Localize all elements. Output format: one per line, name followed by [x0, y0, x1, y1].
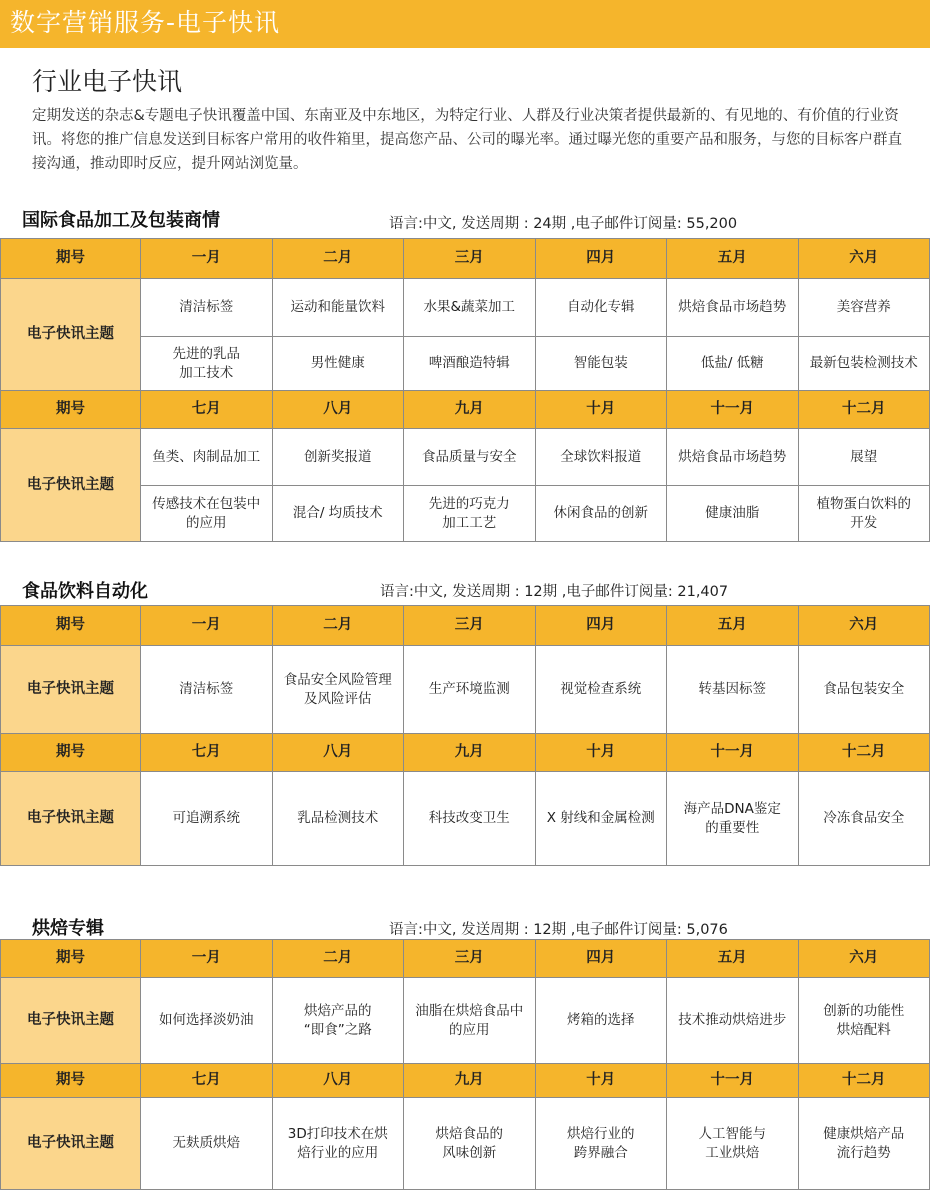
topic-row — [1, 337, 930, 391]
header-row — [1, 239, 930, 279]
topic-cell: 视觉检查系统 — [535, 646, 667, 734]
header-cell: 十月 — [535, 391, 667, 429]
header-cell: 二月 — [272, 940, 404, 978]
header-cell: 七月 — [141, 734, 273, 772]
header-cell: 期号 — [1, 606, 141, 646]
topic-cell: 智能包装 — [535, 337, 667, 391]
row-label: 电子快讯主题 — [1, 429, 141, 542]
topic-cell: 食品包装安全 — [798, 646, 930, 734]
topic-row — [1, 486, 930, 542]
header-cell: 六月 — [798, 940, 930, 978]
header-cell: 十月 — [535, 734, 667, 772]
header-row — [1, 734, 930, 772]
header-cell: 期号 — [1, 1064, 141, 1098]
topic-cell: 烘焙食品市场趋势 — [667, 279, 799, 337]
topic-row — [1, 429, 930, 486]
topic-cell: 人工智能与 工业烘焙 — [667, 1098, 799, 1190]
header-cell: 十一月 — [667, 1064, 799, 1098]
header-cell: 八月 — [272, 1064, 404, 1098]
topic-cell: 烘焙食品市场趋势 — [667, 429, 799, 486]
topic-cell: X 射线和金属检测 — [535, 772, 667, 866]
section-meta: 语言:中文, 发送周期 : 24期 ,电子邮件订阅量: 55,200 — [389, 216, 738, 232]
header-row — [1, 391, 930, 429]
header-cell: 十二月 — [798, 391, 930, 429]
topic-cell: 食品质量与安全 — [404, 429, 536, 486]
header-cell: 八月 — [272, 391, 404, 429]
header-cell: 四月 — [535, 606, 667, 646]
topic-cell: 3D打印技术在烘 焙行业的应用 — [272, 1098, 404, 1190]
row-label: 电子快讯主题 — [1, 978, 141, 1064]
row-label: 电子快讯主题 — [1, 772, 141, 866]
topic-cell: 混合/ 均质技术 — [272, 486, 404, 542]
topic-cell: 烘焙食品的 风味创新 — [404, 1098, 536, 1190]
newsletter-table — [0, 939, 930, 1190]
topic-cell: 休闲食品的创新 — [535, 486, 667, 542]
topic-cell: 创新的功能性 烘焙配料 — [798, 978, 930, 1064]
topic-cell: 烘焙行业的 跨界融合 — [535, 1098, 667, 1190]
header-cell: 二月 — [272, 606, 404, 646]
topic-cell: 油脂在烘焙食品中 的应用 — [404, 978, 536, 1064]
topic-cell: 如何选择淡奶油 — [141, 978, 273, 1064]
topic-cell: 海产品DNA鉴定 的重要性 — [667, 772, 799, 866]
header-cell: 十二月 — [798, 1064, 930, 1098]
row-label: 电子快讯主题 — [1, 279, 141, 391]
header-row — [1, 1064, 930, 1098]
topic-row — [1, 1098, 930, 1190]
topic-cell: 水果&蔬菜加工 — [404, 279, 536, 337]
header-cell: 九月 — [404, 734, 536, 772]
topic-cell: 科技改变卫生 — [404, 772, 536, 866]
topic-cell: 植物蛋白饮料的 开发 — [798, 486, 930, 542]
topic-cell: 冷冻食品安全 — [798, 772, 930, 866]
topic-cell: 健康烘焙产品 流行趋势 — [798, 1098, 930, 1190]
topic-row — [1, 978, 930, 1064]
topic-cell: 最新包装检测技术 — [798, 337, 930, 391]
topic-cell: 男性健康 — [272, 337, 404, 391]
header-row — [1, 606, 930, 646]
topic-cell: 全球饮料报道 — [535, 429, 667, 486]
header-cell: 一月 — [141, 606, 273, 646]
topic-row — [1, 646, 930, 734]
topic-cell: 乳品检测技术 — [272, 772, 404, 866]
topic-cell: 低盐/ 低糖 — [667, 337, 799, 391]
header-cell: 五月 — [667, 606, 799, 646]
topic-cell: 生产环境监测 — [404, 646, 536, 734]
header-cell: 六月 — [798, 606, 930, 646]
header-row — [1, 940, 930, 978]
topic-cell: 先进的巧克力 加工工艺 — [404, 486, 536, 542]
section-title: 烘焙专辑 — [32, 918, 104, 939]
topic-cell: 清洁标签 — [141, 646, 273, 734]
newsletter-table — [0, 605, 930, 866]
intro-title: 行业电子快讯 — [32, 67, 183, 96]
topic-cell: 烘焙产品的 “即食”之路 — [272, 978, 404, 1064]
topic-cell: 创新奖报道 — [272, 429, 404, 486]
topic-cell: 清洁标签 — [141, 279, 273, 337]
header-cell: 九月 — [404, 391, 536, 429]
header-cell: 九月 — [404, 1064, 536, 1098]
topic-cell: 自动化专辑 — [535, 279, 667, 337]
topic-cell: 先进的乳品 加工技术 — [141, 337, 273, 391]
header-cell: 六月 — [798, 239, 930, 279]
page-banner: 数字营销服务-电子快讯 — [0, 0, 930, 48]
header-cell: 一月 — [141, 940, 273, 978]
newsletter-table — [0, 238, 930, 542]
topic-row — [1, 772, 930, 866]
section-title: 国际食品加工及包装商情 — [22, 210, 220, 231]
topic-row — [1, 279, 930, 337]
topic-cell: 烤箱的选择 — [535, 978, 667, 1064]
header-cell: 期号 — [1, 391, 141, 429]
header-cell: 十一月 — [667, 734, 799, 772]
header-cell: 十月 — [535, 1064, 667, 1098]
row-label: 电子快讯主题 — [1, 1098, 141, 1190]
intro-text: 定期发送的杂志&专题电子快讯覆盖中国、东南亚及中东地区，为特定行业、人群及行业决策者提供最新的、有见地的、有价值的行业资讯。将您的推广信息发送到目标客户常用的收件箱里，提高您产品、公司的曝光率。通过曝光您的重要产品和服务，与您的目标客户群直接沟通，推动即时反应，提升网站浏览量。 — [32, 108, 902, 172]
section-meta: 语言:中文, 发送周期 : 12期 ,电子邮件订阅量: 5,076 — [389, 922, 728, 938]
header-cell: 四月 — [535, 940, 667, 978]
topic-cell: 运动和能量饮料 — [272, 279, 404, 337]
header-cell: 期号 — [1, 734, 141, 772]
header-cell: 五月 — [667, 940, 799, 978]
header-cell: 十二月 — [798, 734, 930, 772]
header-cell: 三月 — [404, 606, 536, 646]
topic-cell: 展望 — [798, 429, 930, 486]
header-cell: 二月 — [272, 239, 404, 279]
section-title: 食品饮料自动化 — [22, 581, 148, 602]
section-meta: 语言:中文, 发送周期 : 12期 ,电子邮件订阅量: 21,407 — [380, 584, 729, 600]
header-cell: 八月 — [272, 734, 404, 772]
topic-cell: 技术推动烘焙进步 — [667, 978, 799, 1064]
topic-cell: 健康油脂 — [667, 486, 799, 542]
header-cell: 三月 — [404, 940, 536, 978]
header-cell: 一月 — [141, 239, 273, 279]
topic-cell: 美容营养 — [798, 279, 930, 337]
topic-cell: 鱼类、肉制品加工 — [141, 429, 273, 486]
header-cell: 七月 — [141, 391, 273, 429]
header-cell: 三月 — [404, 239, 536, 279]
topic-cell: 传感技术在包装中 的应用 — [141, 486, 273, 542]
header-cell: 期号 — [1, 940, 141, 978]
header-cell: 期号 — [1, 239, 141, 279]
row-label: 电子快讯主题 — [1, 646, 141, 734]
topic-cell: 啤酒酿造特辑 — [404, 337, 536, 391]
header-cell: 五月 — [667, 239, 799, 279]
header-cell: 七月 — [141, 1064, 273, 1098]
topic-cell: 无麸质烘焙 — [141, 1098, 273, 1190]
topic-cell: 可追溯系统 — [141, 772, 273, 866]
topic-cell: 食品安全风险管理 及风险评估 — [272, 646, 404, 734]
header-cell: 十一月 — [667, 391, 799, 429]
header-cell: 四月 — [535, 239, 667, 279]
topic-cell: 转基因标签 — [667, 646, 799, 734]
